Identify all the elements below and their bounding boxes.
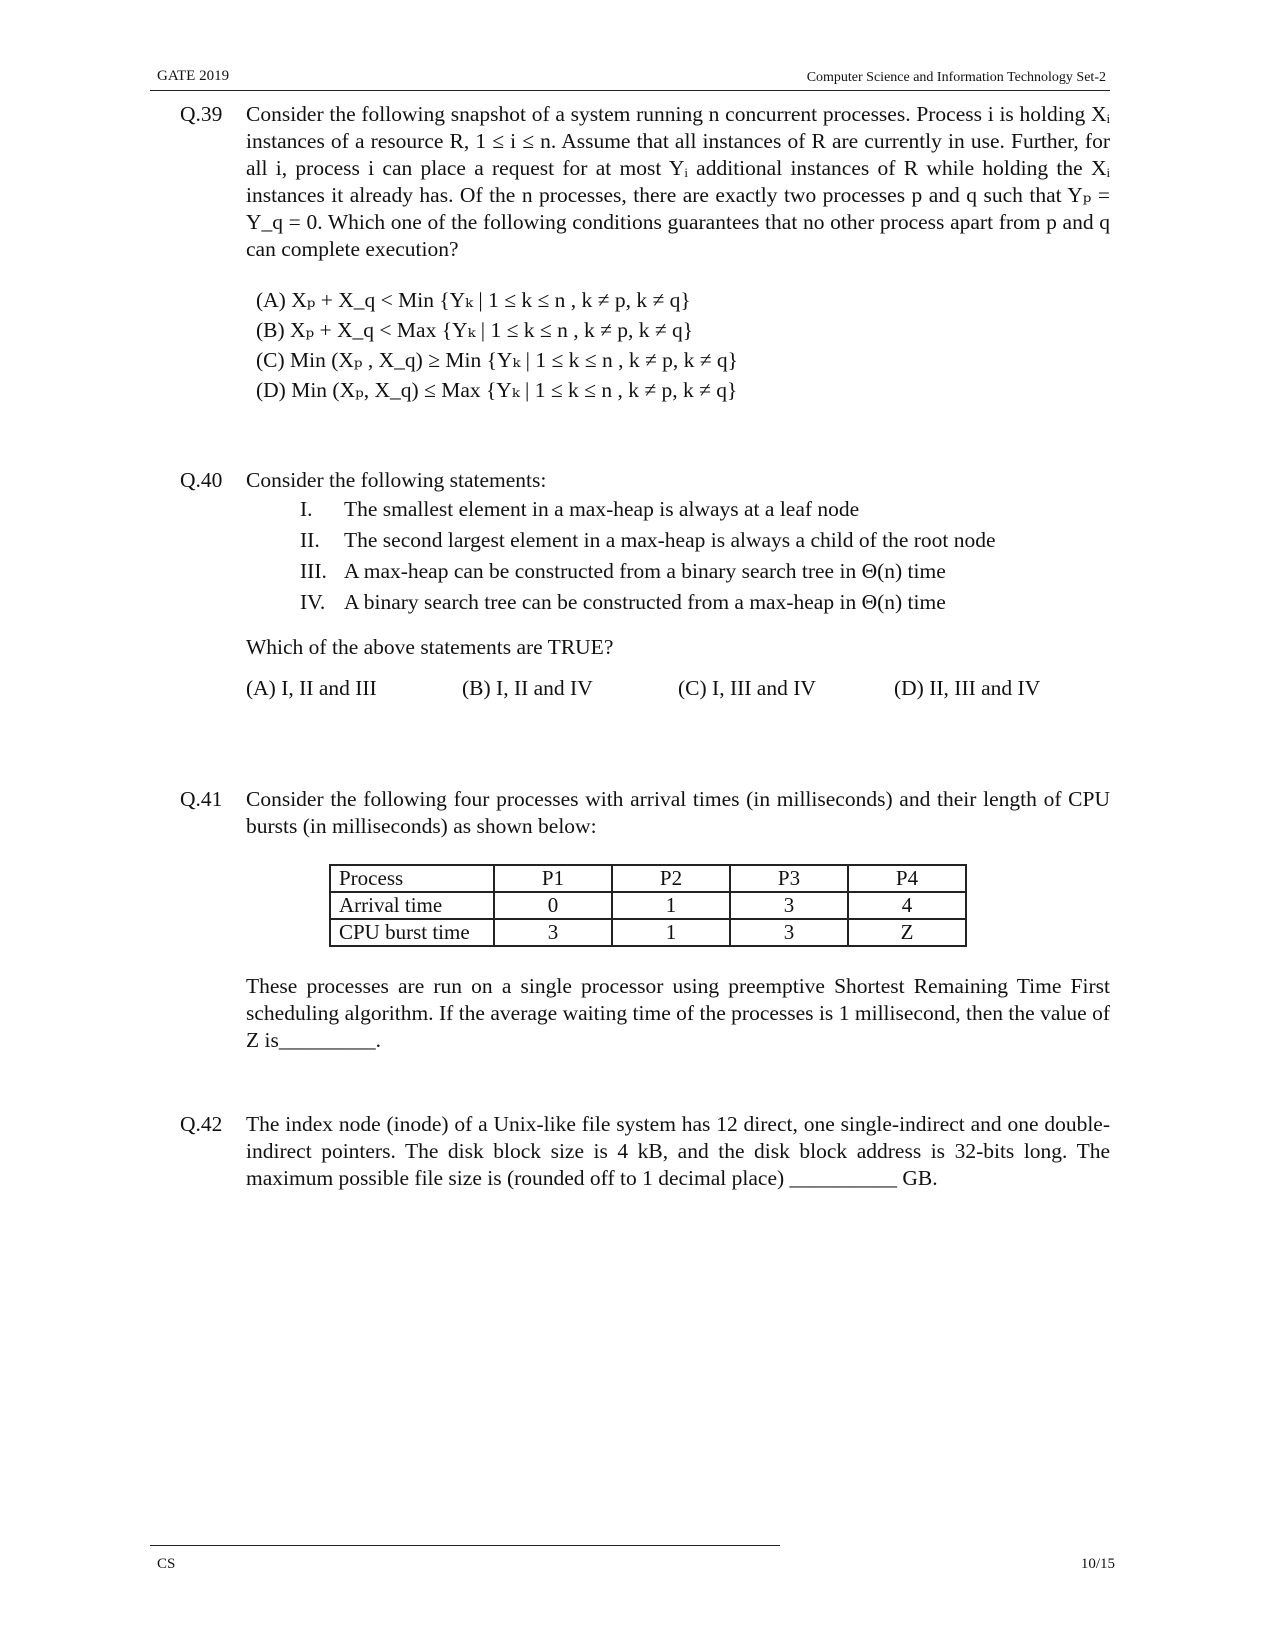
table-cell: P2 — [612, 865, 730, 892]
table-cell: 1 — [612, 892, 730, 919]
option-a: (A) I, II and III — [246, 676, 377, 700]
statement-item — [246, 587, 1110, 618]
option-list — [256, 285, 1110, 405]
statement-item — [246, 525, 1110, 556]
header-exam-name: GATE 2019 — [157, 68, 230, 84]
statement-numeral: II. — [300, 528, 320, 552]
footer-subject-code: CS — [157, 1556, 176, 1572]
option-a: (A) Xₚ + X_q < Min {Yₖ | 1 ≤ k ≤ n , k ≠ p, k ≠ q} — [256, 288, 691, 312]
question-number: Q.42 — [180, 1112, 223, 1136]
statement-numeral: I. — [300, 497, 313, 521]
question-prompt: Which of the above statements are TRUE? — [246, 635, 614, 659]
table-cell: 3 — [730, 892, 848, 919]
table-cell: 3 — [494, 919, 612, 946]
header-divider — [150, 90, 1110, 91]
table-row — [330, 892, 966, 919]
question-42 — [180, 1111, 1110, 1192]
process-table — [329, 864, 967, 947]
option-list — [246, 675, 1110, 702]
table-cell: Process — [330, 865, 494, 892]
question-number: Q.39 — [180, 102, 223, 126]
option-b: (B) Xₚ + X_q < Max {Yₖ | 1 ≤ k ≤ n , k ≠ p, k ≠ q} — [256, 318, 694, 342]
statement-list — [246, 494, 1110, 618]
table-cell: Z — [848, 919, 966, 946]
question-intro: Consider the following statements: — [246, 468, 547, 492]
option-d: (D) II, III and IV — [894, 676, 1041, 700]
table-row — [330, 865, 966, 892]
question-text: The index node (inode) of a Unix-like file system has 12 direct, one single-indirect and one double-indirect pointers. The disk block size is 4 kB, and the disk block address is 32-bits long. The maximum possible file size is (rounded off to 1 decimal place) __________ GB. — [246, 1112, 1110, 1190]
statement-numeral: III. — [300, 559, 327, 583]
statement-item — [246, 494, 1110, 525]
question-text: Consider the following snapshot of a system running n concurrent processes. Process i is holding Xᵢ instances of a resource R, 1 ≤ i ≤ n. Assume that all instances of R are currently in use. Further, for all i, process i can place a request for at most Yᵢ additional instances of R while holding the Xᵢ instances it already has. Of the n processes, there are exactly two processes p and q such that Yₚ = Y_q = 0. Which one of the following conditions guarantees that no other process apart from p and q can complete execution? — [246, 102, 1110, 261]
question-number: Q.41 — [180, 787, 223, 811]
statement-text: The smallest element in a max-heap is always at a leaf node — [344, 497, 860, 521]
statement-numeral: IV. — [300, 590, 326, 614]
table-cell: Arrival time — [330, 892, 494, 919]
question-40 — [180, 467, 1110, 702]
table-cell: 3 — [730, 919, 848, 946]
option-c: (C) I, III and IV — [678, 676, 816, 700]
statement-text: The second largest element in a max-heap is always a child of the root node — [344, 528, 996, 552]
option-c: (C) Min (Xₚ , X_q) ≥ Min {Yₖ | 1 ≤ k ≤ n , k ≠ p, k ≠ q} — [256, 348, 738, 372]
question-39 — [180, 101, 1110, 405]
header-paper-name: Computer Science and Information Technology Set-2 — [806, 70, 1106, 85]
question-41 — [180, 786, 1110, 1054]
statement-text: A binary search tree can be constructed from a max-heap in Θ(n) time — [344, 590, 946, 614]
statement-text: A max-heap can be constructed from a binary search tree in Θ(n) time — [344, 559, 946, 583]
question-intro: Consider the following four processes with arrival times (in milliseconds) and their length of CPU bursts (in milliseconds) as shown below: — [246, 787, 1110, 838]
table-cell: 1 — [612, 919, 730, 946]
table-row — [330, 919, 966, 946]
option-d: (D) Min (Xₚ, X_q) ≤ Max {Yₖ | 1 ≤ k ≤ n , k ≠ p, k ≠ q} — [256, 378, 738, 402]
question-number: Q.40 — [180, 468, 223, 492]
table-cell: 0 — [494, 892, 612, 919]
table-cell: P1 — [494, 865, 612, 892]
table-cell: P3 — [730, 865, 848, 892]
table-cell: P4 — [848, 865, 966, 892]
footer-divider — [150, 1545, 780, 1546]
statement-item — [246, 556, 1110, 587]
page-number: 10/15 — [1080, 1556, 1115, 1572]
option-b: (B) I, II and IV — [462, 676, 593, 700]
table-cell: 4 — [848, 892, 966, 919]
table-cell: CPU burst time — [330, 919, 494, 946]
question-text: These processes are run on a single processor using preemptive Shortest Remaining Time First scheduling algorithm. If the average waiting time of the processes is 1 millisecond, then the value of Z is_________. — [246, 974, 1110, 1052]
